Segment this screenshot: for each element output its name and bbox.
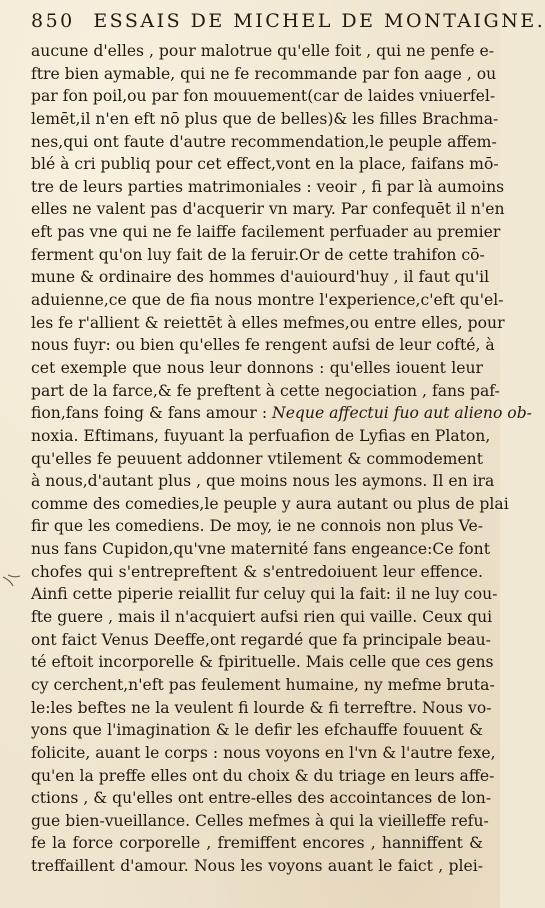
text-line: comme des comedies,le peuple y aura autant ou plus de plai <box>31 494 509 513</box>
text-line: nus fans Cupidon,qu'vne maternité fans engeance:Ce font <box>31 540 490 559</box>
text-line: lemēt,il n'en eft nō plus que de belles)& les filles Brachma- <box>31 109 499 128</box>
text-line: ftre bien aymable, qui ne fe recommande par fon aage , ou <box>31 64 497 83</box>
text-line: par fon poil,ou par fon mouuement(car de laides vniuerfel- <box>31 87 496 106</box>
text-line: ferment qu'on luy fait de la feruir.Or de cette trahifon cō- <box>31 245 485 264</box>
text-line: aduienne,ce que de fia nous montre l'experience,c'eft qu'el- <box>31 291 504 310</box>
text-line: treffaillent d'amour. Nous les voyons auant le faict , plei- <box>31 857 483 876</box>
text-line: fir que les comediens. De moy, ie ne connois non plus Ve- <box>31 517 483 536</box>
latin-quote: Neque affectui fuo aut alieno ob- <box>272 404 532 423</box>
essay-text <box>31 40 532 878</box>
text-line: part de la farce,& fe preftent à cette negociation , fans paf- <box>31 381 500 400</box>
running-title: ESSAIS DE MICHEL DE MONTAIGNE. <box>93 10 545 32</box>
text-line: fe la force corporelle , fremiffent encores , hanniffent & <box>31 834 483 853</box>
text-line: chofes qui s'entrepreftent & s'entredoiuent leur effence. <box>31 562 483 581</box>
text-line: tre de leurs parties matrimoniales : veoir , fi par là aumoins <box>31 177 505 196</box>
text-line: té eftoit incorporelle & fpirituelle. Mais celle que ces gens <box>31 653 494 672</box>
text-line: qu'en la preffe elles ont du choix & du triage en leurs affe- <box>31 766 495 785</box>
text-line: ont faict Venus Deeffe,ont regardé que fa principale beau- <box>31 630 491 649</box>
text-fragment: fion,fans foing & fans amour : <box>31 404 268 423</box>
text-line: cet exemple que nous leur donnons : qu'elles iouent leur <box>31 358 483 377</box>
text-line: gue bien-vueillance. Celles mefmes à qui la vieilleffe refu- <box>31 811 489 830</box>
text-line: ctions , & qu'elles ont entre-elles des accointances de lon- <box>31 789 492 808</box>
text-line: le:les beftes ne la veulent fi lourde & fi terreftre. Nous vo- <box>31 698 492 717</box>
text-line: qu'elles fe peuuent addonner vtilement & commodement <box>31 449 483 468</box>
text-line: noxia. Eftimans, fuyuant la perfuafion de Lyfias en Platon, <box>31 426 491 445</box>
page-header <box>31 10 545 44</box>
text-line: blé à cri publiq pour cet effect,vont en la place, faifans mō- <box>31 155 499 174</box>
text-line: Ainfi cette piperie reiallit fur celuy qui la fait: il ne luy cou- <box>31 585 498 604</box>
text-line: folicite, auant le corps : nous voyons en l'vn & l'autre fexe, <box>31 743 496 762</box>
margin-hand-mark-icon <box>2 574 22 588</box>
text-line: nes,qui ont faute d'autre recommendation,le peuple affem- <box>31 132 497 151</box>
text-line-with-quote <box>31 402 532 425</box>
text-line: elles ne valent pas d'acquerir vn mary. Par confequēt il n'en <box>31 200 505 219</box>
text-line: fte guere , mais il n'acquiert aufsi rien qui vaille. Ceux qui <box>31 608 493 627</box>
page-number: 850 <box>31 10 75 32</box>
text-line: yons que l'imagination & le defir les efchauffe fouuent & <box>31 721 483 740</box>
text-line: les fe r'allient & reiettēt à elles mefmes,ou entre elles, pour <box>31 313 505 332</box>
text-line: eft pas vne qui ne fe laiffe facilement perfuader au premier <box>31 223 501 242</box>
text-line: à nous,d'autant plus , que moins nous les aymons. Il en ira <box>31 472 495 491</box>
text-line: aucune d'elles , pour malotrue qu'elle foit , qui ne penfe e- <box>31 42 495 60</box>
text-line: nous fuyr: ou bien qu'elles fe rengent aufsi de leur cofté, à <box>31 336 495 355</box>
text-line: mune & ordinaire des hommes d'auiourd'huy , il faut qu'il <box>31 268 490 287</box>
text-line: cy cerchent,n'eft pas feulement humaine, ny mefme bruta- <box>31 675 495 694</box>
